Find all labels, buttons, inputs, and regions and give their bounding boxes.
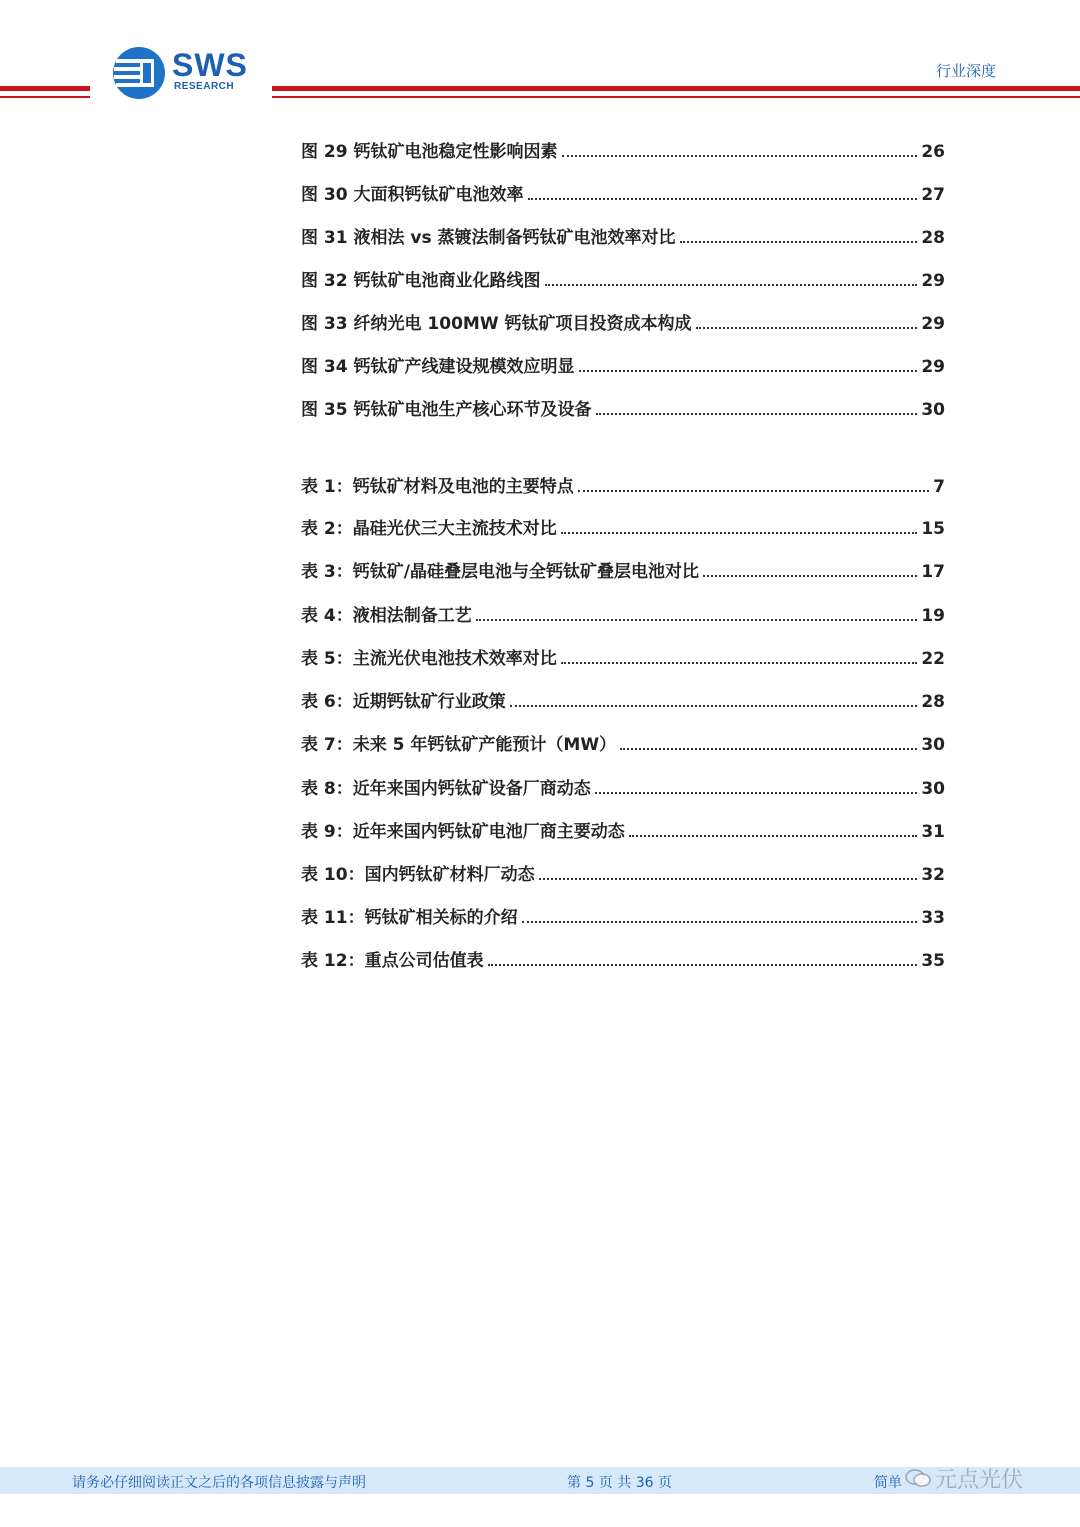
toc-entry-label: 表 4：液相法制备工艺 (301, 606, 472, 626)
toc-leader-dots (579, 369, 918, 372)
toc-entry-label: 图 30 大面积钙钛矿电池效率 (301, 185, 524, 205)
toc-leader-dots (510, 704, 918, 707)
toc-entry-page: 30 (921, 735, 945, 755)
toc-entry[interactable] (301, 473, 945, 497)
toc-leader-dots (680, 240, 918, 243)
toc-entry-page: 17 (921, 562, 945, 582)
toc-entry-page: 30 (921, 400, 945, 420)
toc-entry-label: 图 31 液相法 vs 蒸镀法制备钙钛矿电池效率对比 (301, 228, 676, 248)
toc-entry[interactable] (301, 688, 945, 712)
wechat-icon (905, 1468, 931, 1488)
toc-entry-label: 表 8：近年来国内钙钛矿设备厂商动态 (301, 779, 591, 799)
toc-entry-label: 表 3：钙钛矿/晶硅叠层电池与全钙钛矿叠层电池对比 (301, 562, 699, 582)
toc-entry-page: 29 (921, 314, 945, 334)
toc-leader-dots (629, 834, 918, 837)
toc-leader-dots (696, 326, 918, 329)
footer-right-text: 简单 (874, 1475, 902, 1491)
toc-entry[interactable] (301, 181, 945, 205)
toc-entry[interactable] (301, 904, 945, 928)
toc-entry-label: 表 5：主流光伏电池技术效率对比 (301, 649, 557, 669)
watermark-text: 元点光伏 (935, 1468, 1024, 1493)
footer-disclaimer: 请务必仔细阅读正文之后的各项信息披露与声明 (72, 1475, 366, 1491)
toc-leader-dots (539, 877, 918, 880)
toc-entry[interactable] (301, 861, 945, 885)
toc-entry-page: 29 (921, 271, 945, 291)
toc-entry-page: 29 (921, 357, 945, 377)
toc-leader-dots (545, 283, 918, 286)
toc-entry-page: 22 (921, 649, 945, 669)
toc-entry-page: 7 (933, 477, 945, 497)
toc-entry-label: 表 6：近期钙钛矿行业政策 (301, 692, 506, 712)
toc-entry-page: 28 (921, 228, 945, 248)
toc-entry[interactable] (301, 645, 945, 669)
toc-entry-page: 15 (921, 519, 945, 539)
toc-leader-dots (522, 920, 918, 923)
toc-entry[interactable] (301, 396, 945, 420)
toc-entry-label: 图 33 纤纳光电 100MW 钙钛矿项目投资成本构成 (301, 314, 692, 334)
toc-leader-dots (596, 412, 918, 415)
toc-entry-page: 19 (921, 606, 945, 626)
footer-page-info: 第 5 页 共 36 页 (567, 1475, 672, 1491)
toc-entry[interactable] (301, 558, 945, 582)
toc-entry-label: 图 35 钙钛矿电池生产核心环节及设备 (301, 400, 592, 420)
header-rule-right (272, 86, 1080, 91)
toc-entry[interactable] (301, 267, 945, 291)
toc-leader-dots (528, 197, 918, 200)
toc-leader-dots (562, 154, 918, 157)
toc-leader-dots (488, 963, 918, 966)
toc-entry[interactable] (301, 515, 945, 539)
toc-entry-label: 表 1：钙钛矿材料及电池的主要特点 (301, 477, 574, 497)
toc-leader-dots (703, 574, 917, 577)
toc-entry-label: 图 34 钙钛矿产线建设规模效应明显 (301, 357, 575, 377)
toc-entry-label: 表 2：晶硅光伏三大主流技术对比 (301, 519, 557, 539)
toc-entry[interactable] (301, 138, 945, 162)
toc-entry-page: 28 (921, 692, 945, 712)
toc-entry-label: 图 29 钙钛矿电池稳定性影响因素 (301, 142, 558, 162)
toc-leader-dots (561, 661, 918, 664)
toc-entry[interactable] (301, 818, 945, 842)
toc-entry[interactable] (301, 731, 945, 755)
logo-subtext: RESEARCH (174, 81, 235, 92)
toc-entry[interactable] (301, 602, 945, 626)
header-rule-left (0, 86, 90, 91)
toc-entry[interactable] (301, 224, 945, 248)
toc-entry-page: 27 (921, 185, 945, 205)
toc-entry[interactable] (301, 947, 945, 971)
toc-entry-label: 表 11：钙钛矿相关标的介绍 (301, 908, 518, 928)
toc-entry-page: 31 (921, 822, 945, 842)
toc-leader-dots (595, 791, 918, 794)
sws-logo-icon (112, 46, 166, 100)
toc-leader-dots (476, 618, 918, 621)
toc-entry-page: 26 (921, 142, 945, 162)
toc-leader-dots (561, 531, 918, 534)
toc-entry[interactable] (301, 353, 945, 377)
toc-entry-page: 33 (921, 908, 945, 928)
toc-entry-page: 35 (921, 951, 945, 971)
toc-entry-label: 表 7：未来 5 年钙钛矿产能预计（MW） (301, 735, 617, 755)
header-rule-right-thin (272, 96, 1080, 98)
toc-entry[interactable] (301, 775, 945, 799)
toc-entry-label: 表 9：近年来国内钙钛矿电池厂商主要动态 (301, 822, 625, 842)
toc-entry-label: 表 12：重点公司估值表 (301, 951, 484, 971)
toc-entry-page: 30 (921, 779, 945, 799)
document-type-label: 行业深度 (935, 62, 996, 80)
header-rule-left-thin (0, 96, 90, 98)
sws-logo (112, 44, 262, 100)
toc-entry-page: 32 (921, 865, 945, 885)
toc-leader-dots (578, 489, 929, 492)
logo-text: SWS (172, 47, 248, 83)
toc-leader-dots (620, 747, 917, 750)
toc-entry[interactable] (301, 310, 945, 334)
toc-entry-label: 图 32 钙钛矿电池商业化路线图 (301, 271, 541, 291)
toc-entry-label: 表 10：国内钙钛矿材料厂动态 (301, 865, 535, 885)
